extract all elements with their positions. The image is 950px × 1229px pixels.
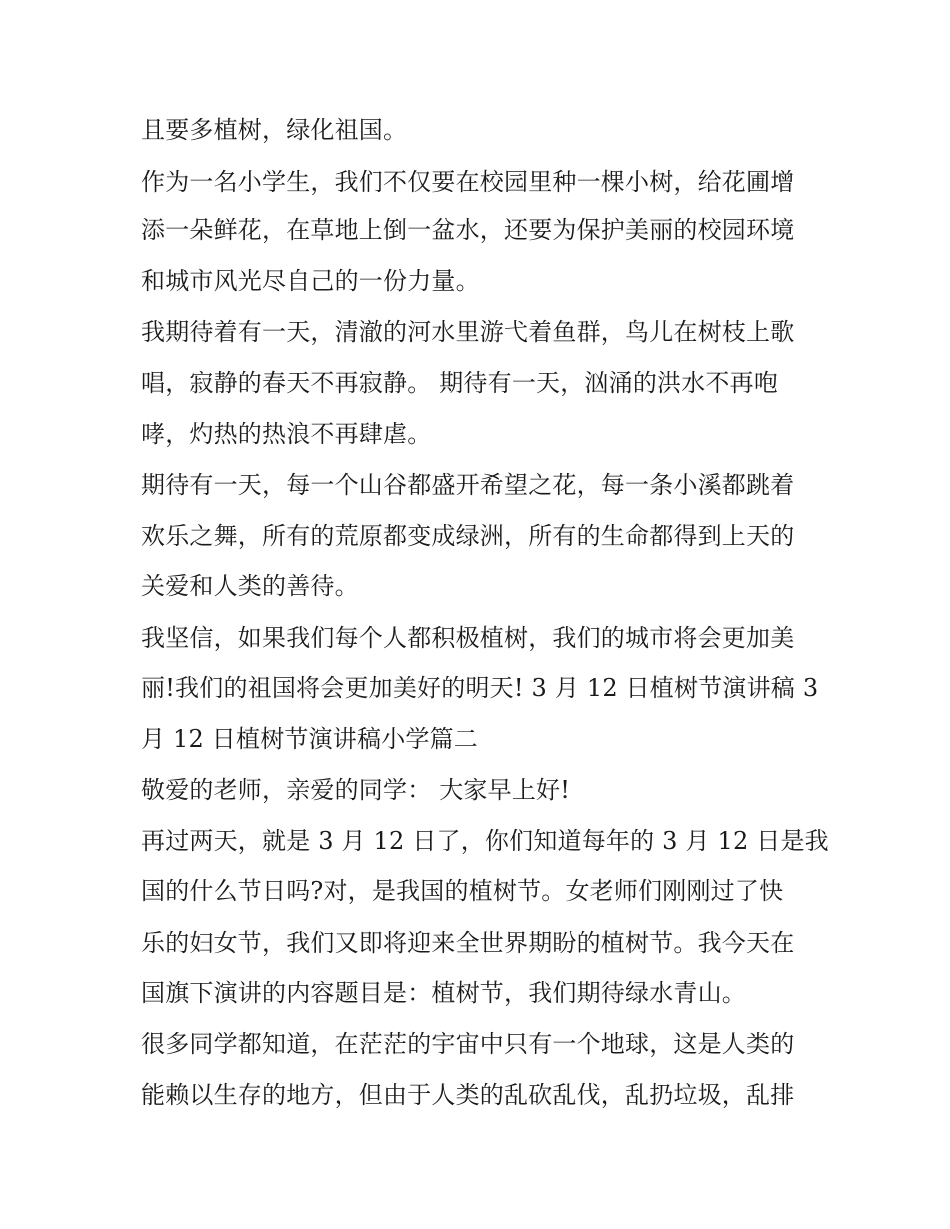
text-line: 和城市风光尽自己的一份力量。 [141, 267, 480, 295]
text-line: 国旗下演讲的内容题目是：植树节，我们期待绿水青山。 [141, 979, 746, 1007]
text-line: 国的什么节日吗?对，是我国的植树节。女老师们刚刚过了快 [141, 877, 784, 905]
text-line: 能赖以生存的地方，但由于人类的乱砍乱伐，乱扔垃圾，乱排 [141, 1081, 795, 1109]
text-line: 且要多植树，绿化祖国。 [141, 116, 408, 144]
text-line: 很多同学都知道，在茫茫的宇宙中只有一个地球，这是人类的 [141, 1030, 795, 1058]
text-line: 再过两天，就是 3 月 12 日了，你们知道每年的 3 月 12 日是我 [141, 827, 829, 855]
text-line: 月 12 日植树节演讲稿小学篇二 [141, 725, 478, 753]
text-line: 我坚信，如果我们每个人都积极植树，我们的城市将会更加美 [141, 624, 795, 652]
text-line: 敬爱的老师，亲爱的同学： 大家早上好! [141, 776, 571, 804]
text-line: 关爱和人类的善待。 [141, 572, 359, 600]
text-line: 唱，寂静的春天不再寂静。 期待有一天，汹涌的洪水不再咆 [141, 369, 779, 397]
text-line: 欢乐之舞，所有的荒原都变成绿洲，所有的生命都得到上天的 [141, 522, 795, 550]
text-line: 作为一名小学生，我们不仅要在校园里种一棵小树，给花圃增 [141, 168, 795, 196]
text-line: 期待有一天，每一个山谷都盛开希望之花，每一条小溪都跳着 [141, 471, 795, 499]
text-line: 我期待着有一天，清澈的河水里游弋着鱼群，鸟儿在树枝上歌 [141, 318, 795, 346]
text-line: 添一朵鲜花，在草地上倒一盆水，还要为保护美丽的校园环境 [141, 216, 795, 244]
text-line: 乐的妇女节，我们又即将迎来全世界期盼的植树节。我今天在 [141, 929, 795, 957]
text-line: 丽!我们的祖国将会更加美好的明天! 3 月 12 日植树节演讲稿 3 [141, 674, 819, 702]
text-line: 哮，灼热的热浪不再肆虐。 [141, 420, 432, 448]
